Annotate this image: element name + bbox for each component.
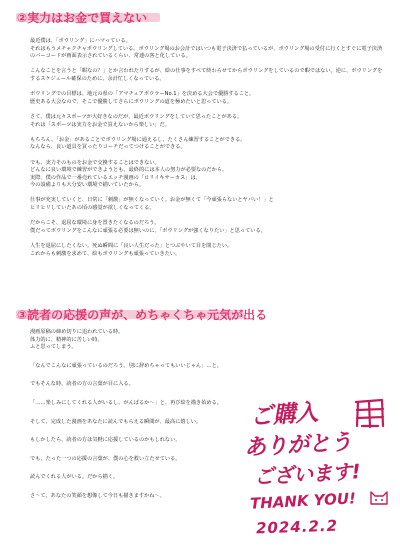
signature-line: ご購入 xyxy=(249,399,319,431)
paragraph: もちろん、「お金」があることでボウリング場に通えるし、たくさん練習することができる。 なんなら、良い道具を買ったりコーチだってつけることができる。 xyxy=(30,136,246,151)
paragraph: こんなことを言うと「暇なの？」とか言われたりするが、絵の仕事をすべて終わらせてからボウリングをしているので暇ではない。逆に、ボウリングをするスケジュール確保のために、余計忙しくなっている。 xyxy=(30,68,383,82)
signature-line: ございます! xyxy=(253,459,361,489)
signature-date: 2024.2.2 xyxy=(255,516,339,538)
section-body-1 xyxy=(30,38,385,266)
signature-line: THANK YOU! xyxy=(249,489,357,513)
text-line: そして、完成した漫画をあなたに読んでもらえる瞬間が、最高に嬉しい。 xyxy=(30,418,202,425)
section-title-2: ③読者の応援の声が、めちゃくちゃ元気が出る xyxy=(17,308,268,322)
paragraph: 最近僕は、「ボウリング」にハマっている。 それはもうメチャクチャボウリングしている。ボウリング場のお会計ではいつも電子決済で払っているが、ボウリング場の受付に行くとすぐに電子決済のバーコードが画面表示されているくらい、常連の客と化している。 xyxy=(30,38,383,60)
text-line: 読んでくれる人がいる。だから描く。 xyxy=(30,474,119,481)
text-line: でも、たった一つの応援の言葉が、僕の心を救い立たせている。 xyxy=(30,455,181,462)
text-line: ふと思ってしまう。 xyxy=(30,344,77,351)
text-line: さ～て、あなたの笑顔を想像して今日も描きますかね～。 xyxy=(30,492,165,499)
paragraph: 人生を退屈にしたくない。死ぬ瞬間に「良い人生だった」とつぶやいて目を閉じたい。 これからも刺激を求めて、絵もボウリングも頑張っていきたい。 xyxy=(30,243,233,257)
text-line: 体力的に、精神的に苦しい時。 xyxy=(30,336,103,343)
handwritten-signature xyxy=(244,392,392,548)
paragraph: さて、僕は元々スポーツが大好きなのだが、最近ボウリングをしていて思ったことがある。 それは「スポーツは実力をお金で買えないから楽しい」だ。 xyxy=(30,113,243,128)
cat-face-icon xyxy=(368,488,390,506)
text-line: でもそんな時、読者の方の言葉が目に入る。 xyxy=(30,381,134,388)
paragraph: 仕事が充実していくと、日常に「刺激」が無くなっていく。お金が無くて「今頑張らないとヤバい！」と ヒリヒリしていたあの頃の感覚が欲しくなってくる。 xyxy=(30,197,274,212)
section-header-1 xyxy=(16,9,147,26)
paragraph: ボウリングでの目標は、地元の県の「アマチュアボウラーNo.1」を決める大会で優勝すること。 歴史ある大会なので、そこで優勝してさらにボウリングの道を極めたいと思っている。 xyxy=(30,91,255,105)
text-line: 「なんでこんなに頑張っているのだろう。別に辞めちゃってもいいじゃん」…と。 xyxy=(30,362,222,369)
section-title-1: ②実力はお金で買えない xyxy=(17,11,148,25)
text-line: もしかしたら、読者の方は気軽に応援しているのかもしれない。 xyxy=(30,437,181,444)
paragraph: だからこそ、退屈な環境に身を置きたくなるのだろう。 僕だってボウリングをこんなに頑張る必要は無いのに、「ボウリングが強くなりたい」と思っている。 xyxy=(30,220,266,234)
section-body-2 xyxy=(30,329,270,501)
text-line: 「……楽しみにしてくれる人がいるし、がんばるか～」と、再び絵を描き始める。 xyxy=(30,399,222,406)
section-header-2 xyxy=(16,306,267,323)
paragraph: でも、実力そのものをお金で交換することはできない。 どんなに良い環境で練習ができようとも、最終的には本人の努力が必要なのだから。 実際、僕の作品で一番売れているエッチ漫画の「ロリイキサーカス」は、 今の設備よりも大分安い環境で描いていたから。 xyxy=(30,159,228,189)
text-line: 漫画原稿の締め切りに追われている時。 xyxy=(30,329,124,335)
signature-mark-icon xyxy=(352,396,388,430)
signature-line: ありがとう xyxy=(243,430,353,461)
